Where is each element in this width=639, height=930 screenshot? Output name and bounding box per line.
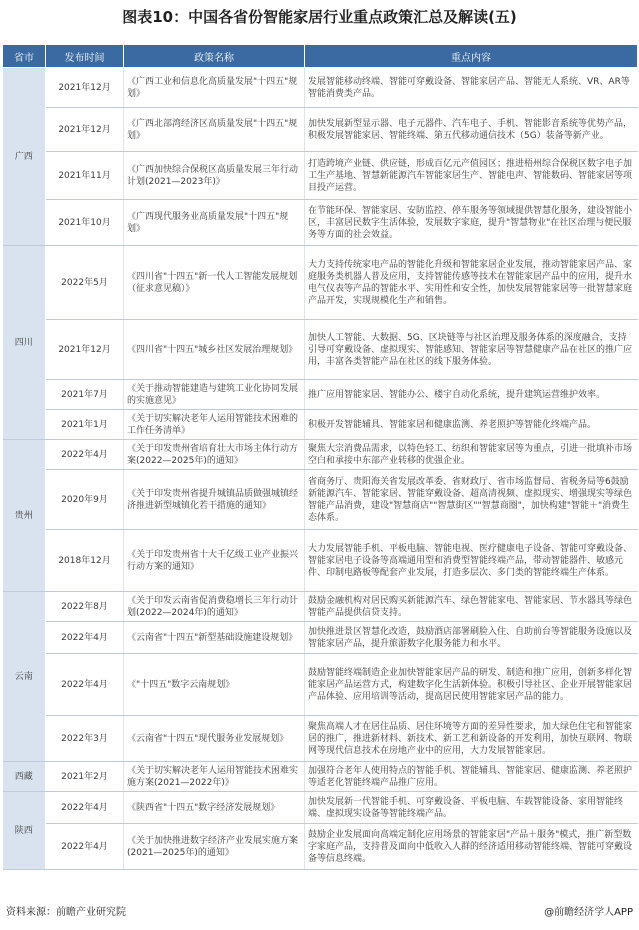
table-header-row [3,45,638,68]
content-cell: 鼓励智能终端制造企业加快智能家居产品的研发、制造和推广应用，创新多样化智能家居产品运营方式，构建数字化生活新体验。积极引导社区、企业开展智能家居产品体验、应用培训等活动，提高居民使用智能家居产品的能力。 [305,654,638,716]
table-row [3,108,638,152]
content-cell: 聚焦高端人才在居住品质、居住环境等方面的差异性要求，加大绿色住宅和智能家居的推广，推进新材料、新技术、新工艺和新设备的开发利用，加快互联网、物联网等现代信息技术在房地产业中的应用，大力发展智能家居。 [305,716,638,762]
source-note: 资料来源：前瞻产业研究院 [6,907,126,918]
date-cell: 2022年4月 [46,622,124,654]
table-row [3,592,638,622]
date-cell: 2021年1月 [46,410,124,440]
table-row [3,470,638,530]
policy-name-cell: 《广西加快综合保税区高质量发展三年行动计划(2021—2023年)》 [124,152,305,200]
content-cell: 发展智能移动终端、智能可穿戴设备、智能家居产品、智能无人系统、VR、AR等智能消费类产品。 [305,68,638,108]
province-cell: 贵州 [3,440,46,592]
content-cell: 加快推进景区智慧化改造，鼓励酒店部署刷脸入住、自助前台等智能服务设施以及智能家居产品，提升旅游数字化服务能力和水平。 [305,622,638,654]
date-cell: 2022年3月 [46,716,124,762]
policy-name-cell: 《云南省"十四五"现代服务业发展规划》 [124,716,305,762]
date-cell: 2021年11月 [46,152,124,200]
date-cell: 2021年12月 [46,320,124,380]
content-cell: 省商务厅、贵阳海关省发展改革委、省财政厅、省市场监督局、省税务局等6鼓励新能源汽车、智能家居、智能穿戴设备、超高清视频、虚拟现实、增强现实等绿色智能产品消费，建设"智慧商店""智慧街区""智慧商圈"，加快构建"智能＋"消费生态体系。 [305,470,638,530]
date-cell: 2022年4月 [46,824,124,870]
table-row [3,622,638,654]
content-cell: 加快发展新型显示器、电子元器件、汽车电子、手机、智能影音系统等优势产品，积极发展智能家居、智能终端、第五代移动通信技术（5G）装备等新产业。 [305,108,638,152]
date-cell: 2020年9月 [46,470,124,530]
brand-watermark: @前瞻经济学人APP [544,907,633,918]
content-cell: 推广应用智能家居、智能办公、楼宇自动化系统，提升建筑运营维护效率。 [305,380,638,410]
table-row [3,530,638,592]
content-cell: 大力发展智能手机、平板电脑、智能电视、医疗健康电子设备、智能可穿戴设备、智能家居电子设备等高端通用型和消费型智能终端产品，带动智能器件、敏感元件、印制电路板等配套产业发展，打造多层次、多门类的智能终端生产体系。 [305,530,638,592]
content-cell: 加快发展新一代智能手机、可穿戴设备、平板电脑、车载智能设备、家用智能终端、虚拟现实设备等智能终端产品。 [305,792,638,824]
policy-name-cell: 《四川省"十四五"新一代人工智能发展规划（征求意见稿）》 [124,246,305,320]
policy-name-cell: 《关于印发贵州省培育壮大市场主体行动方案(2022—2025年)的通知》 [124,440,305,470]
policy-name-cell: 《陕西省"十四五"数字经济发展规划》 [124,792,305,824]
province-cell: 陕西 [3,792,46,870]
province-cell: 云南 [3,592,46,762]
date-cell: 2022年4月 [46,440,124,470]
table-row [3,824,638,870]
content-cell: 聚焦大宗消费品需求，以特色轻工、纺织和智能家居等为重点，引进一批填补市场空白和承接中东部产业转移的优强企业。 [305,440,638,470]
content-cell: 加快人工智能、大数据、5G、区块链等与社区治理及服务体系的深度融合，支持引导可穿戴设备、虚拟现实、智能感知、智能家居等智慧健康产品在社区的推广应用，丰富各类智能产品在社区的线下服务体验。 [305,320,638,380]
policy-name-cell: 《云南省"十四五"新型基础设施建设规划》 [124,622,305,654]
date-cell: 2021年10月 [46,200,124,246]
table-row [3,762,638,792]
policy-name-cell: 《关于印发贵州省提升城镇品质做强城镇经济推进新型城镇化若干措施的通知》 [124,470,305,530]
date-cell: 2022年4月 [46,792,124,824]
table-row [3,200,638,246]
header-key-content: 重点内容 [305,45,638,68]
date-cell: 2022年8月 [46,592,124,622]
province-cell: 西藏 [3,762,46,792]
date-cell: 2018年12月 [46,530,124,592]
content-cell: 鼓励企业发展面向高端定制化应用场景的智能家居"产品＋服务"模式，推广新型数字家庭产品，支持普及面向中低收入人群的经济适用移动智能终端、智能可穿戴设备等信息终端。 [305,824,638,870]
table-row [3,440,638,470]
content-cell: 积极开发智能辅具、智能家居和健康监测、养老照护等智能化终端产品。 [305,410,638,440]
content-cell: 在节能环保、智能家居、安防监控、停车服务等领域提供智慧化服务，建设智能小区，丰富居民数字生活体验，发展数字家庭，提升"智慧物业"在社区治理与便民服务等方面的社会效益。 [305,200,638,246]
table-row [3,246,638,320]
policy-name-cell: 《关于印发云南省促消费稳增长三年行动计划(2022—2024年)的通知》 [124,592,305,622]
date-cell: 2022年4月 [46,654,124,716]
page-title: 图表10：中国各省份智能家居行业重点政策汇总及解读(五) [122,8,517,26]
date-cell: 2021年12月 [46,108,124,152]
header-date: 发布时间 [46,45,124,68]
date-cell: 2021年2月 [46,762,124,792]
policy-name-cell: 《广西现代服务业高质量发展"十四五"规划》 [124,200,305,246]
table-row [3,654,638,716]
date-cell: 2022年5月 [46,246,124,320]
header-province: 省市 [3,45,46,68]
policy-name-cell: 《关于加快推进数字经济产业发展实施方案(2021—2025年)的通知》 [124,824,305,870]
province-cell: 广西 [3,68,46,246]
content-cell: 大力支持传统家电产品的智能化升级和智能家居企业发展，推动智能家居产品、家庭服务类机器人普及应用，支持智能传感等技术在智能家居产品中的应用，提升水电气仪表等产品的智能水平、实用性和安全性，加快发展智能家居等一批智慧家庭产品开发，实现规模化生产和销售。 [305,246,638,320]
policy-name-cell: 《四川省"十四五"城乡社区发展治理规划》 [124,320,305,380]
table-row [3,152,638,200]
policy-table [2,44,638,870]
table-row [3,68,638,108]
policy-name-cell: 《"十四五"数字云南规划》 [124,654,305,716]
table-row [3,380,638,410]
table-row [3,410,638,440]
policy-name-cell: 《关于印发贵州省十大千亿级工业产业振兴行动方案的通知》 [124,530,305,592]
header-policy-name: 政策名称 [124,45,305,68]
province-cell: 四川 [3,246,46,440]
table-row [3,716,638,762]
policy-name-cell: 《关于切实解决老年人运用智能技术困难实施方案(2021—2022年)》 [124,762,305,792]
date-cell: 2021年7月 [46,380,124,410]
table-row [3,320,638,380]
policy-name-cell: 《关于推动智能建造与建筑工业化协同发展的实施意见》 [124,380,305,410]
content-cell: 加强符合老年人使用特点的智能手机、智能辅具、智能家居、健康监测、养老照护等适老化智能终端产品推广应用。 [305,762,638,792]
policy-name-cell: 《关于切实解决老年人运用智能技术困难的工作任务清单》 [124,410,305,440]
date-cell: 2021年12月 [46,68,124,108]
content-cell: 打造跨境产业链、供应链，形成百亿元产值园区；推进梧州综合保税区数字电子加工生产基地、智慧新能源汽车智能家居生产、智能电声、智能数码、智能家居等项目投产运营。 [305,152,638,200]
policy-name-cell: 《广西北部湾经济区高质量发展"十四五"规划》 [124,108,305,152]
content-cell: 鼓励金融机构对居民购买新能源汽车、绿色智能家电、智能家居、节水器具等绿色智能产品提供信贷支持。 [305,592,638,622]
policy-name-cell: 《广西工业和信息化高质量发展"十四五"规划》 [124,68,305,108]
table-row [3,792,638,824]
